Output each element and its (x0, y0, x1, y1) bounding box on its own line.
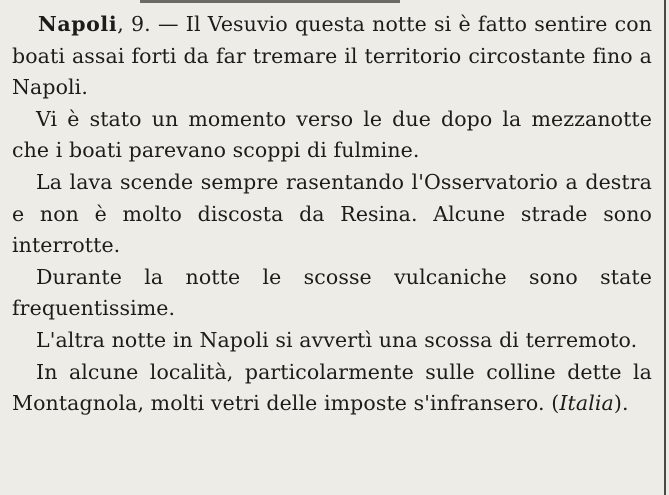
paragraph-6-text: In alcune località, particolarmente sulle colline dette la Montagnola, molti vetri delle imposte s'infransero. (12, 359, 652, 416)
dateline-date: , 9. — (117, 12, 186, 36)
source-name: Italia (559, 391, 614, 416)
source-close: ). (613, 391, 629, 416)
dateline-city: Napoli (38, 12, 118, 36)
article-paragraph-3: La lava scende sempre rasentando l'Osservatorio a destra e non è molto discosta da Resina. Alcune strade sono interrotte. (12, 169, 652, 258)
news-article (12, 9, 652, 420)
article-paragraph-4: Durante la notte le scosse vulcaniche sono state frequentissime. (12, 264, 652, 321)
article-paragraph-6 (12, 357, 652, 420)
article-paragraph-1 (12, 9, 652, 104)
column-top-rule (140, 0, 400, 3)
source-open: ( (551, 391, 560, 416)
article-paragraph-2: Vi è stato un momento verso le due dopo la mezzanotte che i boati parevano scoppi di fulmine. (12, 106, 652, 163)
paragraph-1-text: Il Vesuvio questa notte si è fatto sentire con boati assai forti da far tremare il territorio circostante fino a Napoli. (12, 12, 652, 100)
article-paragraph-5: L'altra notte in Napoli si avvertì una scossa di terremoto. (36, 327, 638, 352)
column-divider-rule (664, 0, 666, 495)
